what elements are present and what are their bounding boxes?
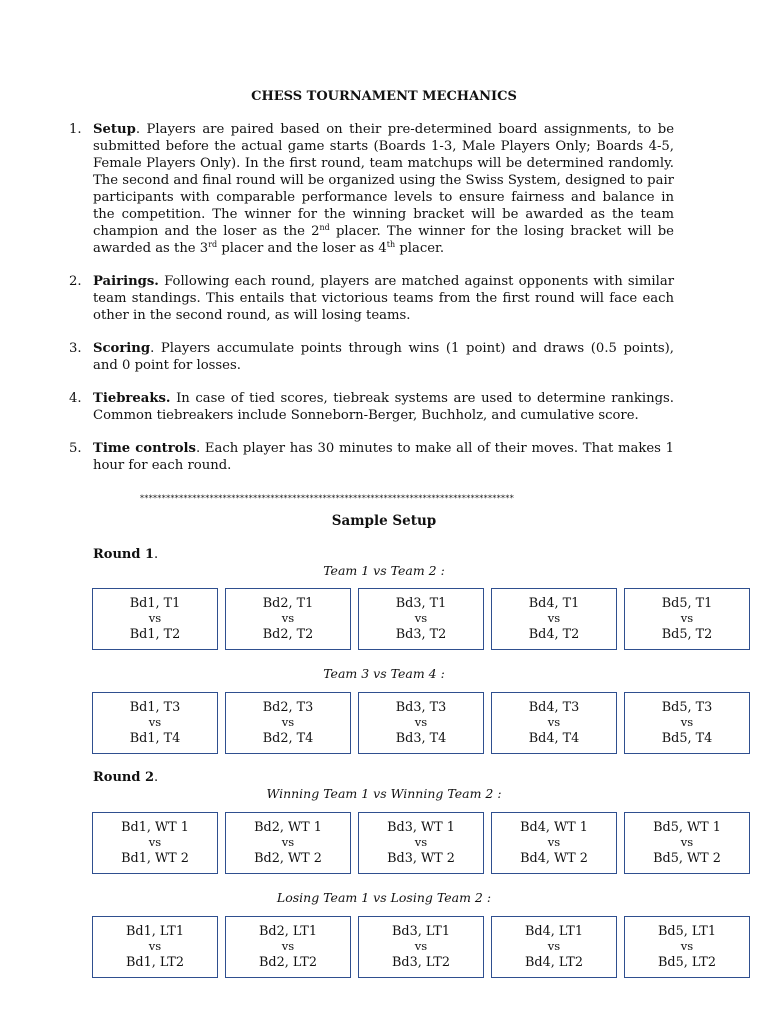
rule-number: 1. — [69, 122, 82, 137]
rule-heading: Pairings. — [93, 274, 159, 289]
board-pairing — [225, 588, 351, 650]
player-b: Bd5, T4 — [661, 730, 713, 746]
round-label-period: . — [154, 770, 159, 785]
board-pairing — [624, 588, 750, 650]
player-b: Bd1, WT 2 — [121, 850, 189, 866]
asterisk-divider: ************************************************************************************** — [140, 494, 515, 503]
round-label-text: Round 1 — [93, 547, 155, 562]
player-a: Bd4, T3 — [528, 699, 580, 715]
round-label-period: . — [154, 547, 159, 562]
player-b: Bd5, T2 — [661, 626, 713, 642]
vs-label: vs — [148, 715, 162, 730]
matchup-row — [92, 916, 752, 981]
player-b: Bd5, WT 2 — [653, 850, 721, 866]
player-a: Bd2, T1 — [262, 595, 314, 611]
vs-label: vs — [414, 715, 428, 730]
player-b: Bd2, LT2 — [258, 954, 317, 970]
rule-number: 3. — [69, 341, 82, 356]
player-b: Bd4, T4 — [528, 730, 580, 746]
vs-label: vs — [281, 835, 295, 850]
rule-text: Following each round, players are matched against opponents with similar team standings. This entails that victorious teams from the first round will face each other in the second round, as will losing teams. — [93, 274, 674, 323]
rule-item-scoring — [69, 340, 674, 374]
player-a: Bd1, LT1 — [125, 923, 184, 939]
round-label-text: Round 2 — [93, 770, 155, 785]
vs-label: vs — [680, 715, 694, 730]
rule-item-time-controls — [69, 440, 674, 474]
board-pairing — [358, 812, 484, 874]
vs-label: vs — [281, 939, 295, 954]
player-a: Bd5, WT 1 — [653, 819, 721, 835]
rule-item-pairings — [69, 273, 674, 324]
board-pairing — [358, 916, 484, 978]
player-a: Bd1, T1 — [129, 595, 181, 611]
player-a: Bd3, T1 — [395, 595, 447, 611]
vs-label: vs — [148, 939, 162, 954]
rule-text: placer. The winner for the losing bracket will be awarded as the 3 — [93, 224, 674, 256]
player-a: Bd3, LT1 — [391, 923, 450, 939]
vs-label: vs — [148, 611, 162, 626]
board-pairing — [624, 812, 750, 874]
rule-heading: Time controls — [93, 441, 196, 456]
player-a: Bd2, T3 — [262, 699, 314, 715]
matchup-row — [92, 588, 752, 653]
superscript: nd — [319, 223, 330, 232]
player-a: Bd4, LT1 — [524, 923, 583, 939]
vs-label: vs — [547, 611, 561, 626]
rule-text: . Each player has 30 minutes to make all of their moves. That makes 1 hour for each round. — [93, 441, 674, 473]
matchup-row — [92, 692, 752, 757]
player-a: Bd5, T3 — [661, 699, 713, 715]
rule-heading: Tiebreaks. — [93, 391, 171, 406]
board-pairing — [225, 692, 351, 754]
matchup-heading: Winning Team 1 vs Winning Team 2 : — [266, 786, 502, 801]
vs-label: vs — [414, 939, 428, 954]
board-pairing — [624, 916, 750, 978]
board-pairing — [491, 812, 617, 874]
player-a: Bd2, LT1 — [258, 923, 317, 939]
player-a: Bd2, WT 1 — [254, 819, 322, 835]
rule-item-tiebreaks — [69, 390, 674, 424]
round-label-2 — [93, 770, 158, 785]
board-pairing — [491, 692, 617, 754]
player-b: Bd2, T4 — [262, 730, 314, 746]
board-pairing — [92, 588, 218, 650]
player-b: Bd1, LT2 — [125, 954, 184, 970]
vs-label: vs — [680, 835, 694, 850]
board-pairing — [92, 812, 218, 874]
superscript: rd — [208, 240, 218, 249]
rule-number: 4. — [69, 391, 82, 406]
player-b: Bd3, WT 2 — [387, 850, 455, 866]
board-pairing — [358, 588, 484, 650]
player-b: Bd3, T2 — [395, 626, 447, 642]
rule-text: placer and the loser as 4 — [217, 241, 387, 256]
board-pairing — [491, 916, 617, 978]
vs-label: vs — [547, 939, 561, 954]
vs-label: vs — [414, 835, 428, 850]
board-pairing — [92, 916, 218, 978]
matchup-row — [92, 812, 752, 877]
vs-label: vs — [547, 835, 561, 850]
vs-label: vs — [414, 611, 428, 626]
player-a: Bd3, T3 — [395, 699, 447, 715]
rule-text: . Players accumulate points through wins (1 point) and draws (0.5 points), and 0 point for losses. — [93, 341, 674, 373]
rule-item-setup — [69, 121, 674, 257]
player-b: Bd2, T2 — [262, 626, 314, 642]
player-b: Bd4, T2 — [528, 626, 580, 642]
vs-label: vs — [680, 611, 694, 626]
vs-label: vs — [281, 611, 295, 626]
matchup-heading: Losing Team 1 vs Losing Team 2 : — [276, 890, 492, 905]
board-pairing — [358, 692, 484, 754]
player-b: Bd3, LT2 — [391, 954, 450, 970]
rule-text: . Players are paired based on their pre-determined board assignments, to be submitted before the actual game starts (Boards 1-3, Male Players Only; Boards 4-5, Female Players Only). In the first round, team matchups will be determined randomly. The second and final round will be organized using the Swiss System, designed to pair participants with comparable performance levels to ensure fairness and balance in the competition. The winner for the winning bracket will be awarded as the team champion and the loser as the 2 — [93, 122, 674, 239]
board-pairing — [491, 588, 617, 650]
player-b: Bd3, T4 — [395, 730, 447, 746]
player-b: Bd4, LT2 — [524, 954, 583, 970]
player-b: Bd1, T2 — [129, 626, 181, 642]
superscript: th — [386, 240, 396, 249]
vs-label: vs — [680, 939, 694, 954]
board-pairing — [225, 916, 351, 978]
board-pairing — [92, 692, 218, 754]
player-a: Bd5, LT1 — [657, 923, 716, 939]
vs-label: vs — [281, 715, 295, 730]
rule-text: In case of tied scores, tiebreak systems are used to determine rankings. Common tiebreakers include Sonneborn-Berger, Buchholz, and cumulative score. — [93, 391, 674, 423]
player-a: Bd1, T3 — [129, 699, 181, 715]
sample-setup-title: Sample Setup — [331, 513, 437, 529]
matchup-heading: Team 1 vs Team 2 : — [323, 563, 445, 578]
round-label-1 — [93, 547, 158, 562]
player-b: Bd5, LT2 — [657, 954, 716, 970]
vs-label: vs — [547, 715, 561, 730]
player-a: Bd1, WT 1 — [121, 819, 189, 835]
player-b: Bd1, T4 — [129, 730, 181, 746]
player-a: Bd4, WT 1 — [520, 819, 588, 835]
rules-list — [69, 121, 674, 490]
rule-heading: Scoring — [93, 341, 151, 356]
player-a: Bd4, T1 — [528, 595, 580, 611]
rule-heading: Setup — [93, 122, 136, 137]
player-a: Bd5, T1 — [661, 595, 713, 611]
vs-label: vs — [148, 835, 162, 850]
rule-text: placer. — [395, 241, 445, 256]
board-pairing — [225, 812, 351, 874]
board-pairing — [624, 692, 750, 754]
rule-number: 5. — [69, 441, 82, 456]
matchup-heading: Team 3 vs Team 4 : — [323, 666, 445, 681]
rule-number: 2. — [69, 274, 82, 289]
document-title: CHESS TOURNAMENT MECHANICS — [251, 89, 517, 104]
player-b: Bd2, WT 2 — [254, 850, 322, 866]
player-a: Bd3, WT 1 — [387, 819, 455, 835]
player-b: Bd4, WT 2 — [520, 850, 588, 866]
